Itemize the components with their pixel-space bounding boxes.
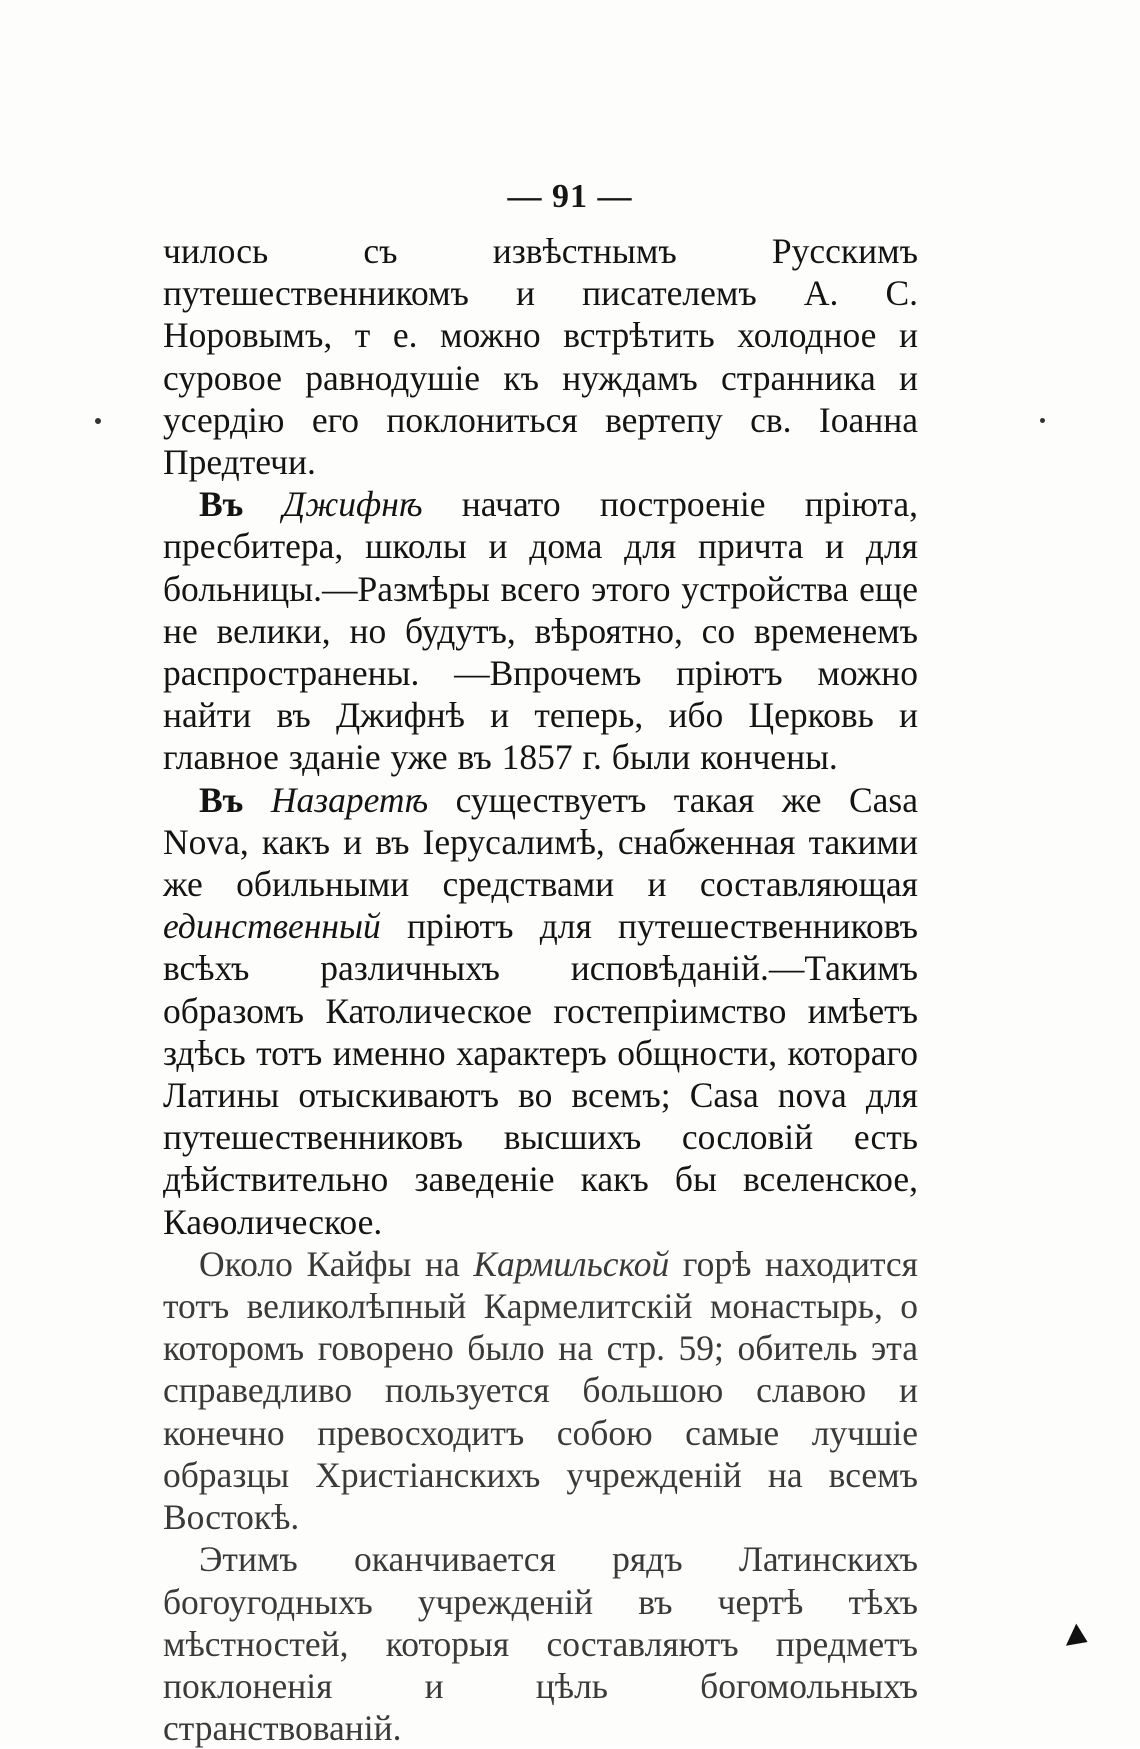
paragraph: [163, 1243, 918, 1538]
text-segment: единственный: [163, 906, 381, 947]
text-segment: чилось съ извѣстнымъ Русскимъ путешественникомъ и писателемъ А. С. Норовымъ, т е. можно встрѣтить холодное и суровое равнодушіе къ нуждамъ странника и усердію его поклониться вертепу св. Іоанна Предтечи.: [163, 231, 918, 483]
page-number: — 91 —: [507, 178, 633, 215]
body-text: [163, 230, 918, 1749]
text-segment: начато построеніе пріюта, пресбитера, школы и дома для причта и для больницы.—Размѣры всего этого устройства еще не велики, но будутъ, вѣроятно, со временемъ распространены. —Впрочемъ пріютъ можно найти въ Джифнѣ и теперь, ибо Церковь и главное зданіе уже въ 1857 г. были кончены.: [163, 484, 918, 778]
scan-mark: [1062, 1622, 1087, 1646]
text-segment: Кармильской: [473, 1243, 670, 1284]
text-segment: Въ: [199, 484, 283, 525]
text-segment: Въ: [199, 779, 271, 820]
paragraph: [163, 483, 918, 778]
text-segment: Джифнѣ: [282, 484, 423, 525]
text-segment: существуетъ такая же Casa Nova, какъ и въ Іерусалимѣ, снабженная такими же обильными средствами и составляющая: [163, 779, 918, 905]
paragraph: [163, 230, 918, 483]
paragraph: [163, 1538, 918, 1749]
paragraph: [163, 779, 918, 1243]
scan-speck: [1040, 418, 1045, 423]
text-segment: Этимъ оканчивается рядъ Латинскихъ богоугодныхъ учрежденій въ чертѣ тѣхъ мѣстностей, которыя составляютъ предметъ поклоненія и цѣль богомольныхъ странствованій.: [163, 1539, 918, 1749]
text-segment: Около Кайфы на: [199, 1243, 474, 1284]
scan-speck: [95, 418, 101, 424]
text-segment: Назаретѣ: [270, 779, 429, 820]
text-segment: горѣ находится тотъ великолѣпный Кармелитскій монастырь, о которомъ говорено было на стр. 59; обитель эта справедливо пользуется большою славою и конечно превосходитъ собою самые лучшіе образцы Христіанскихъ учрежденій на всемъ Востокѣ.: [163, 1243, 918, 1538]
text-segment: пріютъ для путешественниковъ всѣхъ различныхъ исповѣданій.—Такимъ образомъ Католическое гостепріимство имѣетъ здѣсь тотъ именно характеръ общности, котораго Латины отыскиваютъ во всемъ; Casa nova для путешественниковъ высшихъ сословій есть дѣйствительно заведеніе какъ бы вселенское, Каѳолическое.: [163, 906, 918, 1242]
